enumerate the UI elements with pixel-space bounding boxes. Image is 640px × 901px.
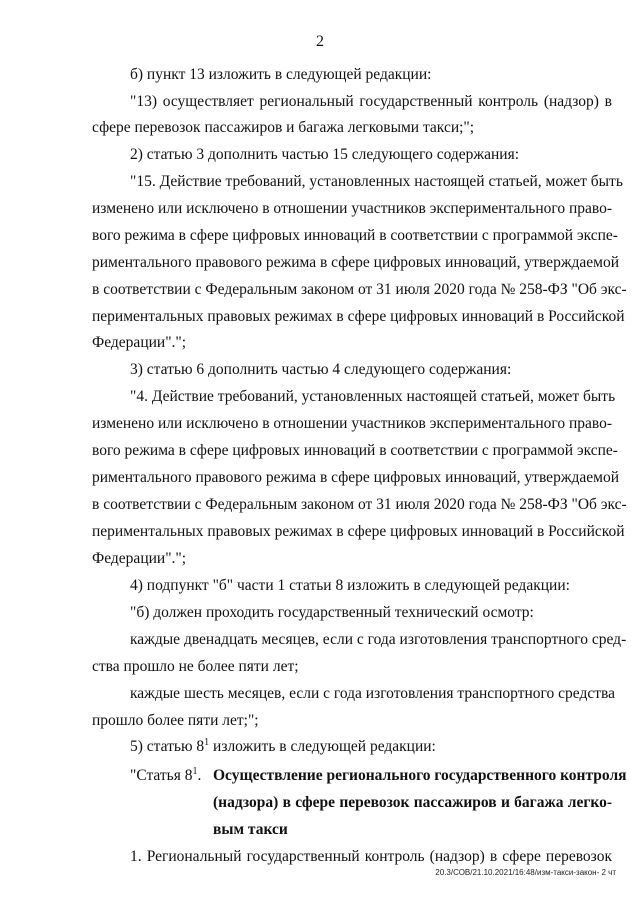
text-line: периментальных правовых режимах в сфере цифровых инноваций в Российской [92, 308, 625, 325]
article-label: "Статья $8^1$. [130, 765, 202, 784]
text-line: "4. Действие требований, установленных настоящей статьей, может быть [130, 388, 616, 405]
article-title-line: (надзора) в сфере перевозок пассажиров и багажа легко- [213, 794, 612, 811]
text-line: вого режима в сфере цифровых инноваций в соответствии с программой экспе- [92, 442, 618, 459]
text-line: каждые двенадцать месяцев, если с года изготовления транспортного сред- [130, 631, 627, 648]
item5-line [130, 737, 436, 757]
text-line: ства прошло не более пяти лет; [92, 658, 299, 675]
item5-suffix: изложить в следующей редакции: [209, 738, 436, 755]
text-line: сфере перевозок пассажиров и багажа легковыми такси;"; [92, 119, 475, 136]
item5-sup: 1 [204, 736, 210, 748]
text-line: Федерации"."; [92, 550, 187, 567]
article-title-line: Осуществление регионального государственного контроля [213, 767, 627, 784]
text-line: вого режима в сфере цифровых инноваций в соответствии с программой экспе- [92, 227, 618, 244]
text-line: в соответствии с Федеральным законом от 31 июля 2020 года № 258-ФЗ "Об экс- [92, 496, 627, 513]
text-line: риментального правового режима в сфере цифровых инноваций, утверждаемой [92, 254, 620, 271]
text-line: 1. Региональный государственный контроль (надзор) в сфере перевозок [130, 848, 612, 865]
text-line: периментальных правовых режимах в сфере цифровых инноваций в Российской [92, 523, 625, 540]
article-title-line: вым такси [213, 821, 288, 838]
text-line: "15. Действие требований, установленных настоящей статьей, может быть [130, 173, 623, 190]
item5-prefix: 5) статью 8 [130, 738, 205, 755]
footer-code: 20.3/СОВ/21.10.2021/16:48/изм-такси-закон- 2 чт [435, 868, 616, 877]
text-line: "б) должен проходить государственный технический осмотр: [130, 604, 534, 621]
text-line: 2) статью 3 дополнить частью 15 следующего содержания: [130, 146, 520, 163]
text-line: 4) подпункт "б" части 1 статьи 8 изложить в следующей редакции: [130, 577, 570, 594]
text-line: "13) осуществляет региональный государственный контроль (надзор) в [130, 93, 612, 110]
text-line: Федерации"."; [92, 334, 187, 351]
text-line: 3) статью 6 дополнить частью 4 следующего содержания: [130, 361, 512, 378]
text-line: риментального правового режима в сфере цифровых инноваций, утверждаемой [92, 469, 620, 486]
text-line: изменено или исключено в отношении участников экспериментального право- [92, 200, 613, 217]
page-number: 2 [316, 33, 324, 50]
article-label-sup: 1 [192, 765, 198, 777]
text-line: изменено или исключено в отношении участников экспериментального право- [92, 415, 613, 432]
text-line: б) пункт 13 изложить в следующей редакции: [130, 66, 432, 83]
text-line: в соответствии с Федеральным законом от 31 июля 2020 года № 258-ФЗ "Об экс- [92, 281, 627, 298]
text-line: каждые шесть месяцев, если с года изготовления транспортного средства [130, 685, 615, 702]
text-line: прошло более пяти лет;"; [92, 712, 259, 729]
